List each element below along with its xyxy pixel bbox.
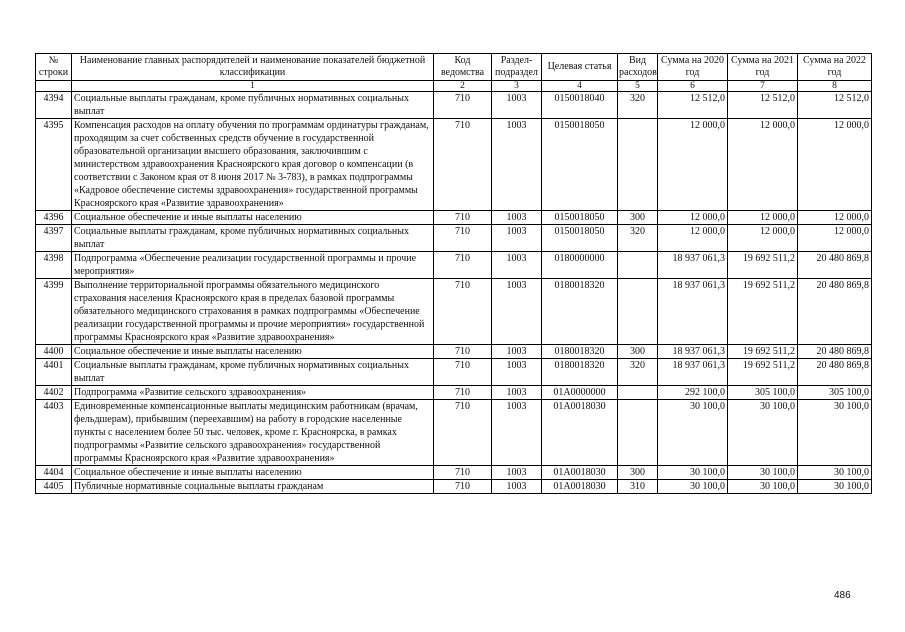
table-row: [36, 225, 872, 252]
column-number-cell: 6: [658, 81, 728, 92]
header-vr: Вид расходов: [618, 54, 658, 81]
header-s2022: Сумма на 2022 год: [798, 54, 872, 81]
row-sum-2022: 305 100,0: [798, 386, 872, 400]
row-sum-2020: 18 937 061,3: [658, 359, 728, 386]
row-sum-2021: 30 100,0: [728, 400, 798, 466]
row-target-article: 0180018320: [542, 345, 618, 359]
row-number: 4398: [36, 252, 72, 279]
row-razdel: 1003: [492, 480, 542, 494]
row-razdel: 1003: [492, 92, 542, 119]
row-ved: 710: [434, 466, 492, 480]
row-sum-2021: 19 692 511,2: [728, 359, 798, 386]
row-sum-2022: 20 480 869,8: [798, 359, 872, 386]
row-name: Социальное обеспечение и иные выплаты населению: [72, 345, 434, 359]
row-ved: 710: [434, 386, 492, 400]
row-sum-2021: 12 000,0: [728, 119, 798, 211]
row-sum-2021: 19 692 511,2: [728, 279, 798, 345]
row-number: 4396: [36, 211, 72, 225]
row-sum-2022: 12 512,0: [798, 92, 872, 119]
budget-table: [35, 53, 872, 494]
row-target-article: 01А0018030: [542, 480, 618, 494]
row-sum-2022: 12 000,0: [798, 211, 872, 225]
row-number: 4394: [36, 92, 72, 119]
row-name: Подпрограмма «Развитие сельского здравоохранения»: [72, 386, 434, 400]
row-name: Единовременные компенсационные выплаты медицинским работникам (врачам, фельдшерам), прибывшим (переехавшим) на работу в городские населенные пункты с населением более 50 тыс. человек, кроме г. Красноярска, в рамках подпрограммы «Развитие сельского здравоохранения» государственной программы Красноярского края «Развитие здравоохранения»: [72, 400, 434, 466]
page-number: 486: [834, 590, 851, 601]
header-s2021: Сумма на 2021 год: [728, 54, 798, 81]
row-number: 4397: [36, 225, 72, 252]
row-number: 4404: [36, 466, 72, 480]
row-expense-type: [618, 252, 658, 279]
row-number: 4402: [36, 386, 72, 400]
row-name: Социальное обеспечение и иные выплаты населению: [72, 466, 434, 480]
row-name: Социальные выплаты гражданам, кроме публичных нормативных социальных выплат: [72, 225, 434, 252]
row-expense-type: 310: [618, 480, 658, 494]
row-razdel: 1003: [492, 279, 542, 345]
row-razdel: 1003: [492, 359, 542, 386]
row-sum-2020: 18 937 061,3: [658, 279, 728, 345]
row-sum-2021: 12 000,0: [728, 211, 798, 225]
header-ved: Код ведомства: [434, 54, 492, 81]
row-target-article: 01А0018030: [542, 400, 618, 466]
row-ved: 710: [434, 225, 492, 252]
row-razdel: 1003: [492, 211, 542, 225]
table-row: [36, 386, 872, 400]
column-number-cell: 3: [492, 81, 542, 92]
row-sum-2021: 30 100,0: [728, 480, 798, 494]
column-number-cell: 5: [618, 81, 658, 92]
row-ved: 710: [434, 359, 492, 386]
row-expense-type: [618, 119, 658, 211]
row-name: Социальное обеспечение и иные выплаты населению: [72, 211, 434, 225]
row-expense-type: 300: [618, 345, 658, 359]
row-number: 4401: [36, 359, 72, 386]
table-row: [36, 252, 872, 279]
row-name: Компенсация расходов на оплату обучения по программам ординатуры гражданам, проходящим за счет собственных средств обучение в государственной образовательной организации высшего образования, заключившим с министерством здравоохранения Красноярского края договор о компенсации (в соответствии с Законом края от 8 июня 2017 № 3-783), в рамках подпрограммы «Кадровое обеспечение системы здравоохранения» государственной программы Красноярского края «Развитие здравоохранения»: [72, 119, 434, 211]
row-sum-2022: 12 000,0: [798, 225, 872, 252]
row-sum-2020: 292 100,0: [658, 386, 728, 400]
row-sum-2021: 12 000,0: [728, 225, 798, 252]
row-target-article: 0180018320: [542, 359, 618, 386]
row-target-article: 0150018050: [542, 225, 618, 252]
row-name: Подпрограмма «Обеспечение реализации государственной программы и прочие мероприятия»: [72, 252, 434, 279]
row-number: 4400: [36, 345, 72, 359]
row-expense-type: [618, 279, 658, 345]
column-number-cell: 4: [542, 81, 618, 92]
header-row: [36, 54, 872, 81]
table-row: [36, 359, 872, 386]
row-expense-type: [618, 386, 658, 400]
column-number-cell: 8: [798, 81, 872, 92]
row-target-article: 01А0018030: [542, 466, 618, 480]
row-expense-type: 300: [618, 466, 658, 480]
header-name: Наименование главных распорядителей и наименование показателей бюджетной классификации: [72, 54, 434, 81]
row-expense-type: [618, 400, 658, 466]
row-razdel: 1003: [492, 466, 542, 480]
row-expense-type: 320: [618, 92, 658, 119]
row-name: Публичные нормативные социальные выплаты гражданам: [72, 480, 434, 494]
row-sum-2020: 18 937 061,3: [658, 252, 728, 279]
row-number: 4405: [36, 480, 72, 494]
header-s2020: Сумма на 2020 год: [658, 54, 728, 81]
row-sum-2021: 19 692 511,2: [728, 345, 798, 359]
row-name: Социальные выплаты гражданам, кроме публичных нормативных социальных выплат: [72, 92, 434, 119]
row-name: Выполнение территориальной программы обязательного медицинского страхования населения Красноярского края в пределах базовой программы обязательного медицинского страхования в рамках подпрограммы «Обеспечение реализации государственной программы и прочие мероприятия» государственной программы Красноярского края «Развитие здравоохранения»: [72, 279, 434, 345]
column-number-cell: 1: [72, 81, 434, 92]
row-sum-2022: 20 480 869,8: [798, 252, 872, 279]
row-sum-2022: 30 100,0: [798, 480, 872, 494]
row-sum-2021: 305 100,0: [728, 386, 798, 400]
row-sum-2021: 30 100,0: [728, 466, 798, 480]
row-razdel: 1003: [492, 252, 542, 279]
row-number: 4403: [36, 400, 72, 466]
row-razdel: 1003: [492, 225, 542, 252]
header-razdel: Раздел-подраздел: [492, 54, 542, 81]
row-sum-2021: 19 692 511,2: [728, 252, 798, 279]
row-sum-2020: 12 000,0: [658, 119, 728, 211]
column-number-row: [36, 81, 872, 92]
row-sum-2020: 12 000,0: [658, 225, 728, 252]
row-sum-2022: 12 000,0: [798, 119, 872, 211]
row-razdel: 1003: [492, 119, 542, 211]
column-number-cell: 7: [728, 81, 798, 92]
row-target-article: 0180000000: [542, 252, 618, 279]
row-sum-2022: 30 100,0: [798, 466, 872, 480]
row-sum-2020: 30 100,0: [658, 480, 728, 494]
row-ved: 710: [434, 252, 492, 279]
row-sum-2021: 12 512,0: [728, 92, 798, 119]
row-ved: 710: [434, 480, 492, 494]
row-razdel: 1003: [492, 400, 542, 466]
row-sum-2022: 30 100,0: [798, 400, 872, 466]
row-ved: 710: [434, 119, 492, 211]
header-cs: Целевая статья: [542, 54, 618, 81]
row-ved: 710: [434, 211, 492, 225]
row-ved: 710: [434, 400, 492, 466]
header-num: № строки: [36, 54, 72, 81]
row-sum-2022: 20 480 869,8: [798, 345, 872, 359]
row-sum-2020: 12 512,0: [658, 92, 728, 119]
row-target-article: 01А0000000: [542, 386, 618, 400]
table-row: [36, 279, 872, 345]
row-sum-2022: 20 480 869,8: [798, 279, 872, 345]
row-target-article: 0150018050: [542, 211, 618, 225]
column-number-cell: 2: [434, 81, 492, 92]
table-row: [36, 119, 872, 211]
row-sum-2020: 18 937 061,3: [658, 345, 728, 359]
row-expense-type: 300: [618, 211, 658, 225]
row-razdel: 1003: [492, 345, 542, 359]
row-ved: 710: [434, 345, 492, 359]
table-row: [36, 480, 872, 494]
row-sum-2020: 30 100,0: [658, 466, 728, 480]
row-name: Социальные выплаты гражданам, кроме публичных нормативных социальных выплат: [72, 359, 434, 386]
table-row: [36, 211, 872, 225]
row-sum-2020: 30 100,0: [658, 400, 728, 466]
row-ved: 710: [434, 92, 492, 119]
row-target-article: 0180018320: [542, 279, 618, 345]
row-target-article: 0150018050: [542, 119, 618, 211]
row-number: 4399: [36, 279, 72, 345]
row-razdel: 1003: [492, 386, 542, 400]
row-number: 4395: [36, 119, 72, 211]
column-number-cell: [36, 81, 72, 92]
row-ved: 710: [434, 279, 492, 345]
table-row: [36, 345, 872, 359]
table-body: [36, 92, 872, 494]
row-target-article: 0150018040: [542, 92, 618, 119]
row-expense-type: 320: [618, 359, 658, 386]
table-row: [36, 400, 872, 466]
table-row: [36, 92, 872, 119]
row-expense-type: 320: [618, 225, 658, 252]
table-row: [36, 466, 872, 480]
row-sum-2020: 12 000,0: [658, 211, 728, 225]
